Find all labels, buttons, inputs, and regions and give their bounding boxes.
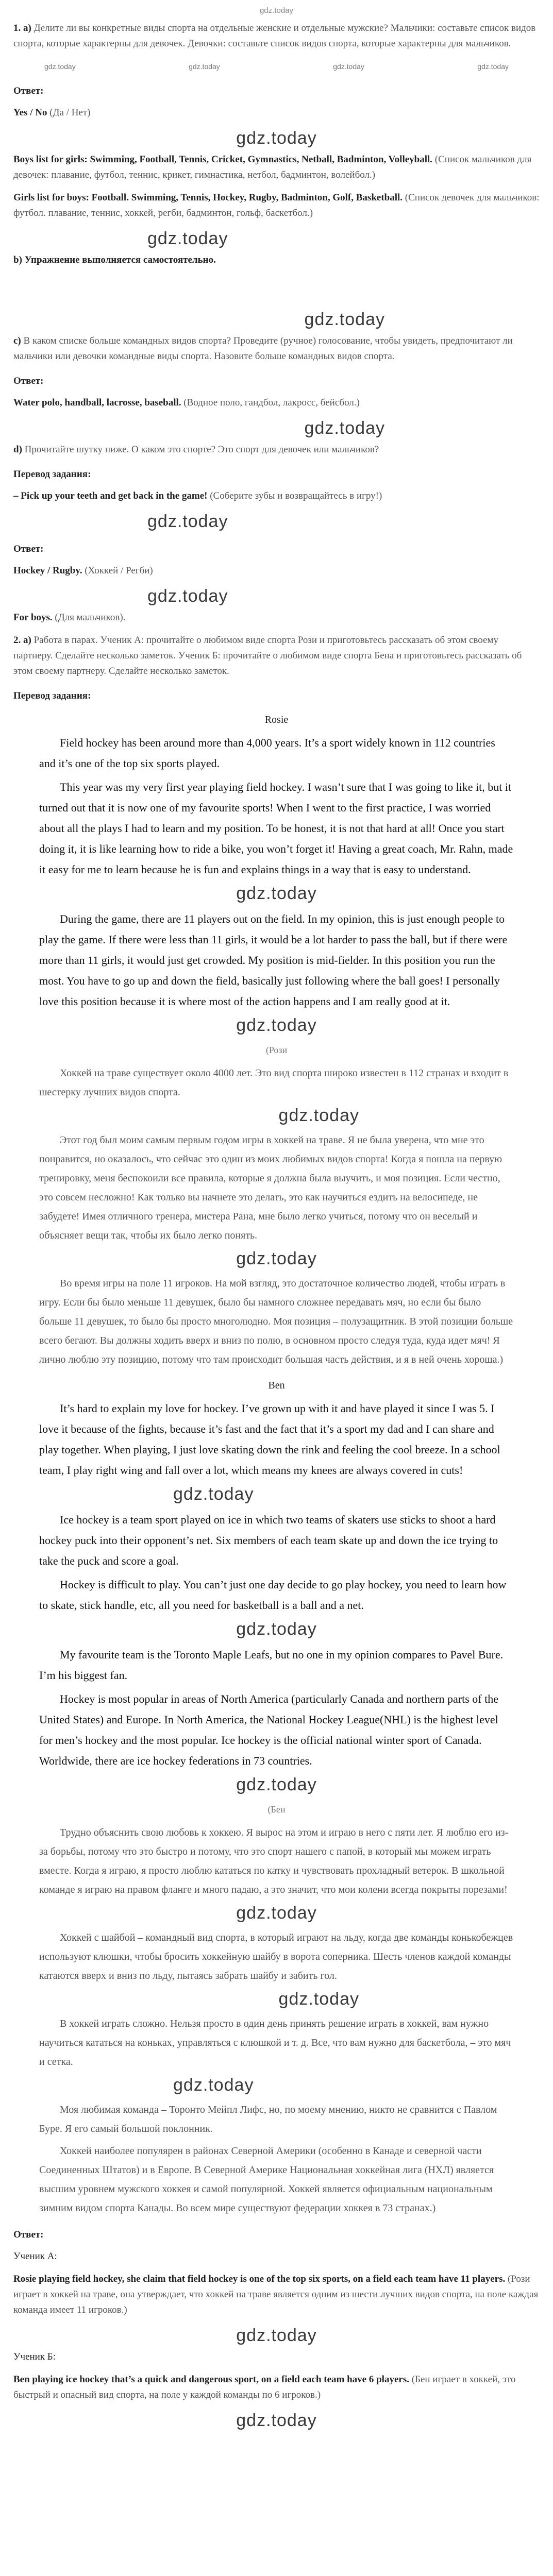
watermark: gdz.today [236,1619,317,1639]
watermark: gdz.today [173,1484,254,1504]
ben-caption: (Бен [267,1804,286,1815]
rosie-paragraph: During the game, there are 11 players out on the field. In my opinion, this is just enough people to play the game. If there were less than 11 girls, it would be a lot harder to pass the ball, but if there were more than 11 girls, it would just get crowded. My position is mid-fielder. In this position you run the most. You have to go up and down the field, basically just following where the ball goes! I personally love this position because it is where most of the action happens and I am really good at it. [39,912,508,1008]
ben-translation-paragraph: В хоккей играть сложно. Нельзя просто в один день принять решение играть в хоккей, вам нужно научиться кататься на коньках, управляться с клюшкой и т. д. Все, что вам нужно для баскетбола, – это мяч и сетка. [39,2018,511,2067]
rosie-caption: (Рози [265,1045,288,1055]
student-b-answer: Ben playing ice hockey that’s a quick and dangerous sport, on a field each team have 6 players. (Бен играет в хоккей, это быстрый и опасный вид спорта, на поле у каждой команды по 6 игроков.) [13,2374,516,2400]
watermark: gdz.today [236,1015,317,1035]
watermark: gdz.today [173,2075,254,2095]
watermark: gdz.today [278,1989,359,2009]
watermark: gdz.today [304,310,385,329]
watermark: gdz.today [189,62,220,71]
watermark: gdz.today [147,512,228,531]
rosie-text [13,733,540,1012]
watermark: gdz.today [44,62,76,71]
watermark: gdz.today [147,229,228,248]
watermark: gdz.today [236,2326,317,2345]
watermark: gdz.today [477,62,509,71]
q1a-girls-list: Boys list for girls: Swimming, Football, Tennis, Cricket, Gymnastics, Netball, Badminton, Volleyball. (Список мальчиков для девочек: плавание, футбол, теннис, крикет, гимнастика, нетбол, бадминтон, волейбол.) [13,154,532,180]
q1d-answer-gender: For boys. (Для мальчиков). [13,612,126,623]
ben-paragraph: Hockey is most popular in areas of North America (particularly Canada and northern parts of the United States) and Europe. In North America, the National Hockey League(NHL) is the highest level for men’s hockey and the most popular. Ice hockey is the official national winter sport of Canada. Worldwide, there are ice hockey federations in 73 countries. [39,1692,498,1767]
q1a-yesno: Yes / No (Да / Нет) [13,107,91,118]
ben-translation-paragraph: Моя любимая команда – Торонто Мейпл Лифс, но, по моему мнению, никто не сравнится с Павлом Буре. Я его самый большой поклонник. [39,2104,497,2134]
rosie-translation [13,1064,540,1369]
q2a-task: 2. a) Работа в парах. Ученик А: прочитайте о любимом виде спорта Рози и приготовьтесь рассказать об этом своему партнеру. Сделайте несколько заметок. Ученик Б: прочитайте о любимом виде спорта Бена и приготовьтесь рассказать об этом своему партнеру. Сделайте несколько заметок. [13,635,522,676]
q1a-answer-label: Ответ: [13,86,44,96]
q1c-task: c) В каком списке больше командных видов спорта? Проведите (ручное) голосование, чтобы увидеть, предпочитают ли мальчики или девочки командные виды спорта. Назовите больше командных видов спорта. [13,335,513,362]
watermark: gdz.today [236,128,317,148]
watermark: gdz.today [236,1249,317,1268]
watermark: gdz.today [304,418,385,438]
q1d-answer-sport: Hockey / Rugby. (Хоккей / Регби) [13,565,153,576]
q1d-task: d) Прочитайте шутку ниже. О каком это спорте? Это спорт для девочек или мальчиков? [13,444,379,455]
watermark: gdz.today [333,62,364,71]
q1b-text: b) Упражнение выполняется самостоятельно. [13,255,216,265]
watermark: gdz.today [236,1775,317,1794]
site-header: gdz.today [259,6,294,15]
ben-translation-paragraph: Трудно объяснить свою любовь к хоккею. Я вырос на этом и играю в него с пяти лет. Я люблю его из-за борьбы, потому что это быстро и потому, что это спорт нашего с папой, в который мы можем играть вместе. Когда я играю, я просто люблю кататься по катку и чувствовать прохладный ветерок. В школьной команде я играю на правом фланге и много падаю, а это значит, что мои колени всегда покрыты порезами! [39,1827,509,1895]
ben-paragraph: My favourite team is the Toronto Maple Leafs, but no one in my opinion compares to Pavel Bure. I’m his biggest fan. [39,1648,504,1682]
watermark: gdz.today [147,586,228,606]
q1a-text: Делите ли вы конкретные виды спорта на отдельные женские и отдельные мужские? Мальчики: составьте список видов спорта, которые характерны для девочек. Девочки: составьте список видов спорта, которые характерны для мальчиков. [13,23,536,49]
student-a-answer: Rosie playing field hockey, she claim that field hockey is one of the top six sports, on a field each team have 11 players. (Рози играет в хоккей на траве, она утверждает, что хоккей на траве является одним из шести лучших видов спорта, на поле каждая команда имеет 11 игроков.) [13,2274,539,2315]
ben-paragraph: Hockey is difficult to play. You can’t just one day decide to go play hockey, you need to learn how to skate, stick handle, etc, all you need for basketball is a ball and a net. [39,1578,507,1612]
ben-text [13,1398,540,1771]
q1d-joke: – Pick up your teeth and get back in the game! (Соберите зубы и возвращайтесь в игру!) [13,490,382,501]
rosie-title: Rosie [264,714,289,725]
q1d-translation-label: Перевод задания: [13,469,91,480]
q1d-answer-label: Ответ: [13,544,44,554]
ben-paragraph: Ice hockey is a team sport played on ice in which two teams of skaters use sticks to shoot a hard hockey puck into their opponent’s net. Six members of each team skate up and down the ice trying to take the puck and score a goal. [39,1513,498,1567]
q1a-task [13,21,540,52]
ben-translation-paragraph: Хоккей наиболее популярен в районах Северной Америки (особенно в Канаде и северной части Соединенных Штатов) и в Европе. В Северной Америке Национальная хоккейная лига (НХЛ) является высшим уровнем мужского хоккея и самой популярной. Хоккей является официальным национальным зимним видом спорта Канады. Во всем мире существуют федерации хоккея в 73 странах.) [39,2145,494,2214]
q1c-answer: Water polo, handball, lacrosse, baseball. (Водное поло, гандбол, лакросс, бейсбол.) [13,397,360,408]
ben-translation [13,1823,540,2218]
ben-translation-paragraph: Хоккей с шайбой – командный вид спорта, в который играют на льду, когда две команды конькобежцев используют клюшки, чтобы бросить хоккейную шайбу в ворота соперника. Шесть членов каждой команды катаются вверх и вниз по льду, пытаясь забрать шайбу и забить гол. [39,1932,513,1981]
rosie-translation-paragraph: Хоккей на траве существует около 4000 лет. Это вид спорта широко известен в 112 странах и входит в шестерку лучших видов спорта. [39,1067,509,1098]
student-a-label: Ученик А: [13,2251,57,2262]
watermark: gdz.today [236,884,317,903]
ben-title: Ben [268,1380,285,1391]
rosie-paragraph: This year was my very first year playing field hockey. I wasn’t sure that I was going to like it, but it turned out that it is now one of my favourite sports! When I went to the first practice, I was worried about all the plays I had to learn and my position. To be honest, it is not that hard at all! Once you start doing it, it is like learning how to ride a bike, you won’t forget it! Having a great coach, Mr. Rahn, made it easy for me to learn because he is fun and explains things in a way that is easy to understand. [39,781,513,876]
watermark: gdz.today [236,2411,317,2430]
student-b-label: Ученик Б: [13,2351,56,2362]
q2a-answer-label: Ответ: [13,2229,44,2240]
rosie-translation-paragraph: Этот год был моим самым первым годом игры в хоккей на траве. Я не была уверена, что мне это понравится, но оказалось, что сейчас это один из моих любимых видов спорта! Когда я пошла на первую тренировку, меня беспокоили все правила, которые я должна была выучить, и моя позиция. Если честно, это совсем несложно! Как только вы начнете это делать, это как научиться ездить на велосипеде, не забудете! Имея отличного тренера, мистера Рана, мне было легко учиться, потому что он веселый и объясняет вещи так, чтобы их было легко понять. [39,1134,502,1241]
q1a-number: 1. a) [13,23,31,33]
rosie-paragraph: Field hockey has been around more than 4,000 years. It’s a sport widely known in 112 countries and it’s one of the top six sports played. [39,736,495,770]
q1c-answer-label: Ответ: [13,376,44,386]
watermark: gdz.today [236,1903,317,1923]
watermark: gdz.today [278,1106,359,1125]
q2a-translation-label: Перевод задания: [13,690,91,701]
ben-paragraph: It’s hard to explain my love for hockey. I’ve grown up with it and have played it since I was 5. I love it because of the fights, because it’s fast and the fact that it’s a sport my dad and I can share and play together. When playing, I just love skating down the rink and feeling the cool breeze. In a school team, I play right wing and fall over a lot, which means my knees are always covered in cuts! [39,1402,500,1477]
q1a-boys-list: Girls list for boys: Football. Swimming, Tennis, Hockey, Rugby, Badminton, Golf, Basketball. (Список девочек для мальчиков: футбол. плавание, теннис, хоккей, регби, бадминтон, гольф, баскетбол.) [13,192,540,218]
rosie-translation-paragraph: Во время игры на поле 11 игроков. На мой взгляд, это достаточное количество людей, чтобы играть в игру. Если бы было меньше 11 девушек, было бы намного сложнее передавать мяч, но если бы было больше 11 девушек, то было бы просто многолюдно. Моя позиция – полузащитник. В этой позиции больше всего бегают. Вы должны ходить вверх и вниз по полю, в основном просто следуя туда, куда идет мяч! Я лично люблю эту позицию, потому что там происходит большая часть действия, и я в ней очень хороша.) [39,1278,513,1365]
